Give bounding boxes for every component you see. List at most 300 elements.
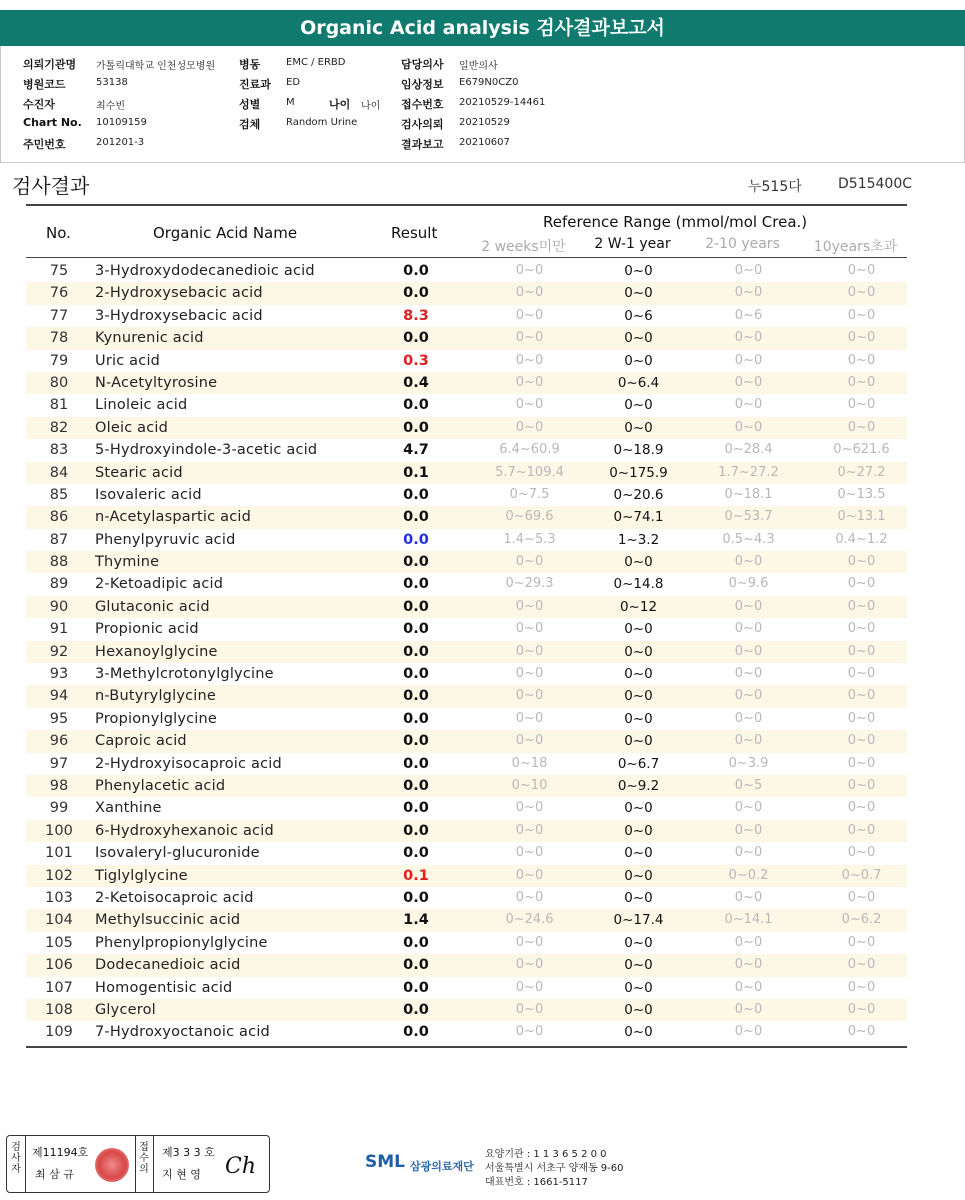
value-specimen: Random Urine <box>286 117 358 128</box>
table-row <box>26 394 907 416</box>
label-doctor: 담당의사 <box>401 58 444 71</box>
acid-name: N-Acetyltyrosine <box>95 374 218 391</box>
range-2-10years: 0~14.1 <box>724 912 773 928</box>
range-under-2weeks: 1.4~5.3 <box>503 531 556 547</box>
range-2-10years: 0~0 <box>734 1024 763 1040</box>
acid-name: Homogentisic acid <box>95 979 233 996</box>
result-value: 0.0 <box>403 330 429 347</box>
acid-name: Glycerol <box>95 1001 156 1018</box>
range-under-2weeks: 0~0 <box>515 822 544 838</box>
header-age-2w-1year: 2 W-1 year <box>594 236 671 252</box>
value-test-request: 20210529 <box>459 117 510 128</box>
row-number: 94 <box>49 688 69 705</box>
row-number: 87 <box>49 531 69 548</box>
acid-name: Isovaleric acid <box>95 486 202 503</box>
row-number: 100 <box>45 822 73 839</box>
row-number: 81 <box>49 397 69 414</box>
range-over-10years: 0~0 <box>847 733 876 749</box>
acid-name: 2-Ketoisocaproic acid <box>95 889 254 906</box>
range-under-2weeks: 0~0 <box>515 733 544 749</box>
result-value: 0.0 <box>403 688 429 705</box>
range-2w-1year: 0~0 <box>624 285 653 302</box>
range-2-10years: 0~0 <box>734 621 763 637</box>
range-over-10years: 0~0 <box>847 554 876 570</box>
acid-name: Caproic acid <box>95 733 187 750</box>
table-row <box>26 417 907 439</box>
result-value: 0.0 <box>403 777 429 794</box>
result-value: 0.0 <box>403 263 429 279</box>
header-result: Result <box>391 224 438 242</box>
row-number: 80 <box>49 374 69 391</box>
range-under-2weeks: 0~0 <box>515 1001 544 1017</box>
header-reference-range: Reference Range (mmol/mol Crea.) <box>543 213 808 231</box>
row-number: 75 <box>49 263 69 279</box>
value-result-report: 20210607 <box>459 137 510 148</box>
table-row <box>26 820 907 842</box>
range-2w-1year: 0~0 <box>624 1001 653 1018</box>
row-number: 98 <box>49 777 69 794</box>
institution-code: 요양기관 : 1 1 3 6 5 2 0 0 <box>485 1149 607 1160</box>
label-requesting-institution: 의뢰기관명 <box>23 58 77 71</box>
acid-name: 3-Hydroxysebacic acid <box>95 307 263 324</box>
range-2-10years: 0~0 <box>734 710 763 726</box>
result-value: 0.0 <box>403 800 429 817</box>
range-under-2weeks: 0~0 <box>515 800 544 816</box>
range-2-10years: 0~28.4 <box>724 442 773 458</box>
range-2-10years: 0~9.6 <box>728 576 769 592</box>
range-over-10years: 0~13.5 <box>837 486 886 502</box>
range-2-10years: 0~18.1 <box>724 486 773 502</box>
acid-name: 7-Hydroxyoctanoic acid <box>95 1024 270 1041</box>
range-under-2weeks: 0~0 <box>515 598 544 614</box>
range-2w-1year: 0~0 <box>624 397 653 414</box>
range-2w-1year: 0~0 <box>624 867 653 884</box>
result-value: 0.0 <box>403 1024 429 1041</box>
range-2w-1year: 1~3.2 <box>617 531 660 548</box>
range-2-10years: 0~0 <box>734 666 763 682</box>
range-2-10years: 0~0 <box>734 889 763 905</box>
range-2w-1year: 0~0 <box>624 554 653 571</box>
result-value: 0.0 <box>403 285 429 302</box>
range-2w-1year: 0~74.1 <box>613 509 664 526</box>
range-2w-1year: 0~6.7 <box>617 755 660 772</box>
table-row <box>26 573 907 595</box>
range-over-10years: 0~0 <box>847 710 876 726</box>
range-2w-1year: 0~0 <box>624 419 653 436</box>
range-under-2weeks: 0~0 <box>515 867 544 883</box>
value-resident-no: 201201-3 <box>96 137 145 148</box>
range-under-2weeks: 0~0 <box>515 554 544 570</box>
range-over-10years: 0~13.1 <box>837 509 886 525</box>
range-2-10years: 0~0 <box>734 1001 763 1017</box>
acid-name: Oleic acid <box>95 419 169 436</box>
range-2-10years: 0~0 <box>734 419 763 435</box>
range-2-10years: 0~0 <box>734 598 763 614</box>
address: 서울특별시 서초구 양재동 9-60 <box>485 1163 624 1174</box>
result-value: 0.0 <box>403 666 429 683</box>
result-value: 0.0 <box>403 576 429 593</box>
table-row <box>26 954 907 976</box>
range-over-10years: 0~0 <box>847 755 876 771</box>
range-under-2weeks: 0~0 <box>515 621 544 637</box>
seal-stamp <box>95 1148 129 1182</box>
table-row <box>26 797 907 819</box>
acid-name: Glutaconic acid <box>95 598 210 615</box>
acid-name: Thymine <box>95 554 160 571</box>
range-2-10years: 0~0 <box>734 934 763 950</box>
range-under-2weeks: 0~0 <box>515 845 544 861</box>
range-under-2weeks: 0~69.6 <box>505 509 554 525</box>
table-row <box>26 282 907 304</box>
acid-name: 3-Hydroxydodecanedioic acid <box>95 263 315 279</box>
range-over-10years: 0.4~1.2 <box>835 531 888 547</box>
value-requesting-institution: 가톨릭대학교 인천성모병원 <box>96 61 216 72</box>
table-row <box>26 462 907 484</box>
label-receipt-no: 접수번호 <box>401 98 444 111</box>
range-2w-1year: 0~0 <box>624 352 653 369</box>
result-value: 0.0 <box>403 1001 429 1018</box>
acid-name: Kynurenic acid <box>95 330 204 347</box>
range-over-10years: 0~621.6 <box>833 442 890 458</box>
label-ward: 병동 <box>239 58 261 71</box>
table-row <box>26 484 907 506</box>
range-2w-1year: 0~0 <box>624 1024 653 1041</box>
table-row <box>26 865 907 887</box>
range-2-10years: 0~0 <box>734 688 763 704</box>
label-sex: 성별 <box>239 98 261 111</box>
acid-name: 2-Hydroxysebacic acid <box>95 285 263 302</box>
range-over-10years: 0~0 <box>847 307 876 323</box>
range-over-10years: 0~0 <box>847 688 876 704</box>
sml-logo: SML <box>365 1152 405 1172</box>
range-2-10years: 0~53.7 <box>724 509 773 525</box>
table-row <box>26 775 907 797</box>
range-over-10years: 0~0 <box>847 576 876 592</box>
table-bottom-rule <box>26 1046 907 1048</box>
row-number: 91 <box>49 621 69 638</box>
result-value: 0.0 <box>403 419 429 436</box>
result-value: 0.1 <box>403 464 429 481</box>
signature-box <box>6 1135 270 1193</box>
row-number: 93 <box>49 666 69 683</box>
range-2-10years: 0~0 <box>734 643 763 659</box>
value-department: ED <box>286 77 301 88</box>
table-row <box>26 708 907 730</box>
range-2-10years: 0~0 <box>734 800 763 816</box>
range-2-10years: 0~5 <box>734 777 763 793</box>
row-number: 96 <box>49 733 69 750</box>
range-over-10years: 0~0 <box>847 352 876 368</box>
label-specimen: 검체 <box>239 118 261 131</box>
value-doctor: 일반의사 <box>459 61 498 72</box>
table-row <box>26 529 907 551</box>
range-2-10years: 0~0 <box>734 397 763 413</box>
range-2w-1year: 0~0 <box>624 330 653 347</box>
table-row <box>26 372 907 394</box>
row-number: 89 <box>49 576 69 593</box>
receiver-name: 지 현 영 <box>162 1168 201 1181</box>
header-age-under-2weeks: 2 weeks미만 <box>481 239 566 255</box>
range-2-10years: 0~0 <box>734 285 763 301</box>
range-over-10years: 0~0 <box>847 285 876 301</box>
receiver-license: 제3 3 3 호 <box>162 1146 215 1159</box>
range-2-10years: 0~0 <box>734 352 763 368</box>
signature: Ch <box>225 1154 257 1179</box>
label-chart-no: Chart No. <box>23 116 82 129</box>
table-row <box>26 641 907 663</box>
row-number: 99 <box>49 800 69 817</box>
acid-name: 2-Hydroxyisocaproic acid <box>95 755 282 772</box>
range-under-2weeks: 5.7~109.4 <box>495 464 564 480</box>
row-number: 92 <box>49 643 69 660</box>
range-over-10years: 0~0 <box>847 397 876 413</box>
range-under-2weeks: 0~10 <box>511 777 548 793</box>
row-number: 83 <box>49 442 69 459</box>
result-value: 0.0 <box>403 397 429 414</box>
row-number: 84 <box>49 464 69 481</box>
range-over-10years: 0~0 <box>847 598 876 614</box>
range-2-10years: 0~0 <box>734 263 763 278</box>
table-row <box>26 977 907 999</box>
result-value: 0.0 <box>403 621 429 638</box>
header-no: No. <box>46 224 71 242</box>
label-clinical-info: 임상정보 <box>401 78 444 91</box>
table-row <box>26 842 907 864</box>
value-hospital-code: 53138 <box>96 77 128 88</box>
range-2-10years: 0~0.2 <box>728 867 769 883</box>
organization-name: 삼광의료재단 <box>410 1160 474 1173</box>
acid-name: Propionylglycine <box>95 710 218 727</box>
label-test-request: 검사의뢰 <box>401 118 444 131</box>
row-number: 104 <box>45 912 73 929</box>
range-under-2weeks: 0~0 <box>515 957 544 973</box>
result-value: 0.0 <box>403 486 429 503</box>
range-2w-1year: 0~20.6 <box>613 486 664 503</box>
row-number: 86 <box>49 509 69 526</box>
label-age: 나이 <box>329 98 351 111</box>
range-2w-1year: 0~0 <box>624 889 653 906</box>
acid-name: Stearic acid <box>95 464 183 481</box>
result-value: 0.3 <box>403 352 429 369</box>
table-row <box>26 663 907 685</box>
row-number: 85 <box>49 486 69 503</box>
range-under-2weeks: 6.4~60.9 <box>499 442 560 458</box>
label-patient: 수진자 <box>23 98 55 111</box>
acid-name: Linoleic acid <box>95 397 188 414</box>
range-over-10years: 0~0 <box>847 374 876 390</box>
examiner-license: 제11194호 <box>32 1146 89 1159</box>
row-number: 109 <box>45 1024 73 1041</box>
acid-name: Dodecanedioic acid <box>95 957 241 974</box>
result-value: 0.0 <box>403 755 429 772</box>
table-row <box>26 439 907 461</box>
value-chart-no: 10109159 <box>96 117 147 128</box>
range-under-2weeks: 0~0 <box>515 285 544 301</box>
result-value: 0.0 <box>403 957 429 974</box>
result-value: 0.0 <box>403 554 429 571</box>
result-value: 0.4 <box>403 374 429 391</box>
range-2w-1year: 0~0 <box>624 263 653 279</box>
range-2w-1year: 0~0 <box>624 666 653 683</box>
range-over-10years: 0~0 <box>847 330 876 346</box>
range-2-10years: 0~0 <box>734 957 763 973</box>
result-value: 0.0 <box>403 889 429 906</box>
result-value: 0.0 <box>403 531 429 548</box>
table-row <box>26 305 907 327</box>
range-2w-1year: 0~0 <box>624 643 653 660</box>
footer-label-examiner: 검사자 <box>11 1142 21 1175</box>
range-2-10years: 0~0 <box>734 733 763 749</box>
row-number: 95 <box>49 710 69 727</box>
table-row <box>26 753 907 775</box>
value-receipt-no: 20210529-14461 <box>459 97 546 108</box>
value-clinical-info: E679N0CZ0 <box>459 77 519 88</box>
label-hospital-code: 병원코드 <box>23 78 66 91</box>
range-2w-1year: 0~0 <box>624 621 653 638</box>
range-2-10years: 0~3.9 <box>728 755 769 771</box>
range-2w-1year: 0~9.2 <box>617 777 660 794</box>
range-over-10years: 0~0 <box>847 889 876 905</box>
range-under-2weeks: 0~0 <box>515 643 544 659</box>
header-age-over-10years: 10years초과 <box>813 239 898 255</box>
range-under-2weeks: 0~0 <box>515 263 544 278</box>
range-under-2weeks: 0~0 <box>515 889 544 905</box>
acid-name: Methylsuccinic acid <box>95 912 241 929</box>
acid-name: Phenylpropionylglycine <box>95 934 268 951</box>
acid-name: Uric acid <box>95 352 161 369</box>
range-2-10years: 0~0 <box>734 979 763 995</box>
range-over-10years: 0~0 <box>847 957 876 973</box>
acid-name: 5-Hydroxyindole-3-acetic acid <box>95 442 318 459</box>
range-under-2weeks: 0~0 <box>515 419 544 435</box>
table-row <box>26 506 907 528</box>
range-under-2weeks: 0~0 <box>515 307 544 323</box>
result-value: 0.0 <box>403 979 429 996</box>
range-under-2weeks: 0~24.6 <box>505 912 554 928</box>
table-row <box>26 909 907 931</box>
range-2w-1year: 0~0 <box>624 800 653 817</box>
table-row <box>26 1021 907 1043</box>
table-row <box>26 932 907 954</box>
range-2-10years: 0~0 <box>734 330 763 346</box>
range-2w-1year: 0~0 <box>624 688 653 705</box>
range-under-2weeks: 0~0 <box>515 1024 544 1040</box>
range-2w-1year: 0~0 <box>624 822 653 839</box>
range-under-2weeks: 0~0 <box>515 979 544 995</box>
range-over-10years: 0~27.2 <box>837 464 886 480</box>
range-2-10years: 0~0 <box>734 845 763 861</box>
range-over-10years: 0~0 <box>847 621 876 637</box>
table-row <box>26 327 907 349</box>
range-over-10years: 0~0 <box>847 263 876 278</box>
acid-name: Isovaleryl-glucuronide <box>95 845 260 862</box>
table-row <box>26 887 907 909</box>
row-number: 90 <box>49 598 69 615</box>
document-code-2: D515400C <box>838 176 912 192</box>
range-2w-1year: 0~18.9 <box>613 442 664 459</box>
range-under-2weeks: 0~0 <box>515 688 544 704</box>
phone-number: 대표번호 : 1661-5117 <box>485 1177 588 1188</box>
row-number: 107 <box>45 979 73 996</box>
label-result-report: 결과보고 <box>401 138 444 151</box>
acid-name: 6-Hydroxyhexanoic acid <box>95 822 274 839</box>
range-2w-1year: 0~17.4 <box>613 912 664 929</box>
range-2w-1year: 0~0 <box>624 733 653 750</box>
acid-name: Xanthine <box>95 800 162 817</box>
range-over-10years: 0~0 <box>847 666 876 682</box>
row-number: 106 <box>45 957 73 974</box>
row-number: 103 <box>45 889 73 906</box>
row-number: 82 <box>49 419 69 436</box>
results-table-body <box>26 260 907 1044</box>
label-resident-no: 주민번호 <box>23 138 66 151</box>
row-number: 101 <box>45 845 73 862</box>
document-code-1: 누515다 <box>748 179 802 195</box>
row-number: 78 <box>49 330 69 347</box>
range-under-2weeks: 0~0 <box>515 374 544 390</box>
range-under-2weeks: 0~7.5 <box>509 486 550 502</box>
range-2-10years: 0~6 <box>734 307 763 323</box>
table-top-rule <box>26 204 907 206</box>
range-over-10years: 0~0 <box>847 934 876 950</box>
table-row <box>26 730 907 752</box>
range-under-2weeks: 0~0 <box>515 666 544 682</box>
footer-divider <box>153 1136 154 1192</box>
acid-name: n-Butyrylglycine <box>95 688 217 705</box>
range-2w-1year: 0~6.4 <box>617 374 660 391</box>
range-over-10years: 0~0 <box>847 643 876 659</box>
acid-name: 3-Methylcrotonylglycine <box>95 666 274 683</box>
row-number: 102 <box>45 867 73 884</box>
result-value: 0.0 <box>403 733 429 750</box>
row-number: 77 <box>49 307 69 324</box>
table-row <box>26 260 907 282</box>
range-over-10years: 0~0 <box>847 822 876 838</box>
result-value: 0.0 <box>403 934 429 951</box>
range-over-10years: 0~0 <box>847 777 876 793</box>
range-over-10years: 0~0 <box>847 800 876 816</box>
range-2w-1year: 0~12 <box>619 598 658 615</box>
footer-divider <box>25 1136 26 1192</box>
range-under-2weeks: 0~0 <box>515 352 544 368</box>
range-over-10years: 0~0 <box>847 1001 876 1017</box>
row-number: 79 <box>49 352 69 369</box>
result-value: 0.0 <box>403 509 429 526</box>
acid-name: Phenylacetic acid <box>95 777 226 794</box>
table-row <box>26 350 907 372</box>
examiner-name: 최 삼 규 <box>35 1168 74 1181</box>
acid-name: Hexanoylglycine <box>95 643 218 660</box>
section-title: 검사결과 <box>12 174 90 198</box>
table-row <box>26 551 907 573</box>
table-row <box>26 685 907 707</box>
range-over-10years: 0~0 <box>847 1024 876 1040</box>
range-2w-1year: 0~0 <box>624 979 653 996</box>
patient-info-panel <box>0 46 965 163</box>
range-2w-1year: 0~0 <box>624 845 653 862</box>
result-value: 8.3 <box>403 307 429 324</box>
table-row <box>26 618 907 640</box>
range-under-2weeks: 0~0 <box>515 710 544 726</box>
row-number: 105 <box>45 934 73 951</box>
header-acid-name: Organic Acid Name <box>153 224 298 242</box>
header-bottom-rule <box>26 257 907 258</box>
acid-name: Propionic acid <box>95 621 199 638</box>
result-value: 0.0 <box>403 845 429 862</box>
range-2-10years: 0~0 <box>734 374 763 390</box>
acid-name: Phenylpyruvic acid <box>95 531 236 548</box>
range-2w-1year: 0~6 <box>624 307 653 324</box>
